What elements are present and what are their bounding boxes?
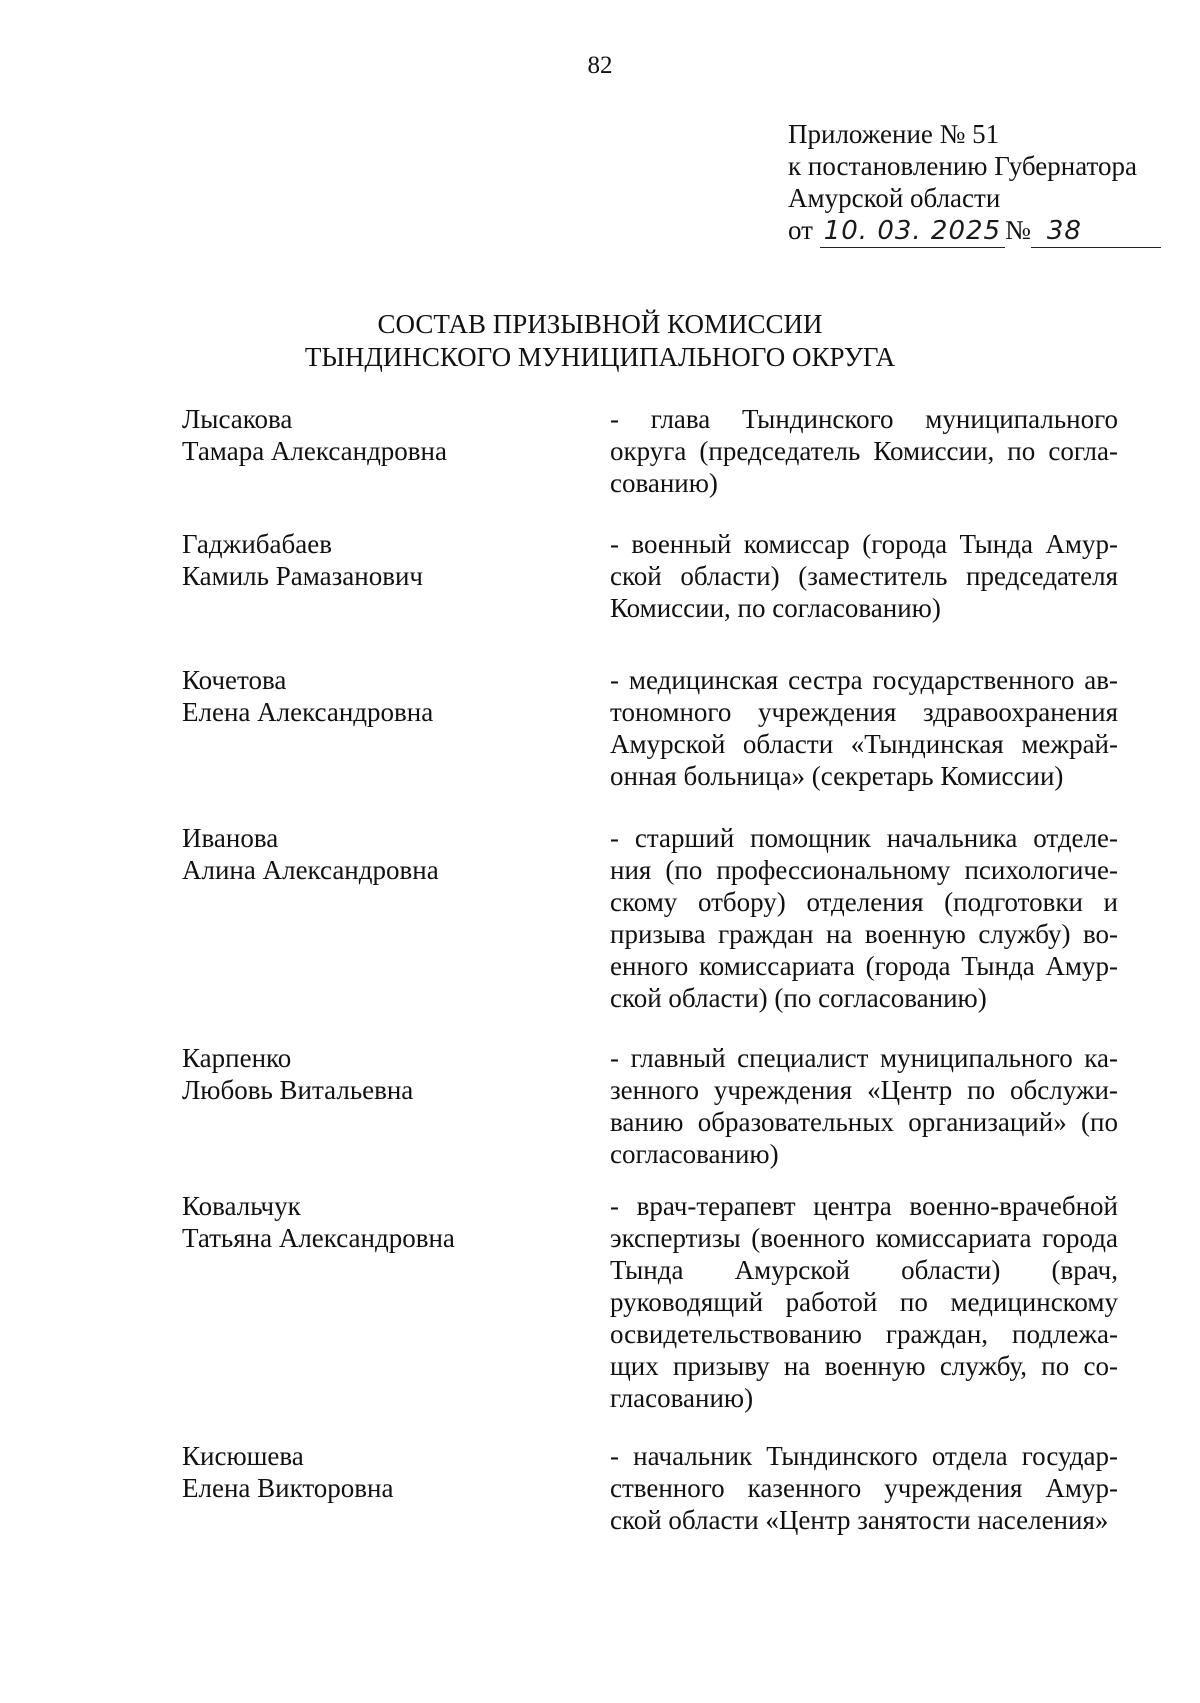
member-given-names: Любовь Витальевна [182, 1075, 414, 1105]
member-row [182, 822, 1118, 1042]
member-name [182, 403, 610, 467]
title-line-1: СОСТАВ ПРИЗЫВНОЙ КОМИССИИ [377, 309, 823, 339]
page-number: 82 [587, 52, 613, 79]
member-role: - глава Тындинского муниципального округа (председатель Комиссии, по согла- сованию) [610, 404, 1118, 498]
member-role: - старший помощник начальника отделе- ния (по профессиональному психологиче- скому отбору) отделения (подготовки и призыва граждан на военную службу) во- енного комиссариата (города Тында Амур- ской области) (по согласованию) [610, 823, 1118, 1013]
member-surname: Гаджибабаев [182, 529, 332, 559]
member-surname: Ковальчук [182, 1191, 301, 1221]
member-name [182, 1042, 610, 1106]
member-given-names: Камиль Рамазанович [182, 561, 423, 591]
member-surname: Иванова [182, 823, 279, 853]
appendix-date-line [788, 214, 1161, 248]
member-role: - главный специалист муниципального ка- зенного учреждения «Центр по обслужи- ванию образовательных организаций» (по согласованию) [610, 1043, 1118, 1169]
member-name [182, 1440, 610, 1504]
document-title [0, 308, 1200, 374]
member-given-names: Тамара Александровна [182, 436, 447, 466]
member-row [182, 1042, 1118, 1190]
title-line-2: ТЫНДИНСКОГО МУНИЦИПАЛЬНОГО ОКРУГА [304, 342, 896, 372]
member-row [182, 1190, 1118, 1440]
handwritten-number: 38 [1031, 215, 1161, 248]
member-name [182, 528, 610, 592]
member-row [182, 664, 1118, 822]
member-surname: Кочетова [182, 665, 287, 695]
member-name [182, 822, 610, 886]
member-role: - начальник Тындинского отдела государ- ственного казенного учреждения Амур- ской области «Центр занятости населения» [610, 1441, 1118, 1535]
member-surname: Кисюшева [182, 1441, 304, 1471]
handwritten-date: 10. 03. 2025 [820, 215, 1005, 248]
member-surname: Лысакова [182, 404, 293, 434]
member-given-names: Елена Александровна [182, 697, 434, 727]
member-name [182, 1190, 610, 1254]
appendix-resolution: к постановлению Губернатора [788, 151, 1137, 181]
member-row [182, 403, 1118, 528]
member-surname: Карпенко [182, 1043, 292, 1073]
members-list [182, 403, 1118, 1550]
appendix-block [788, 118, 1161, 248]
member-row [182, 528, 1118, 664]
member-given-names: Елена Викторовна [182, 1473, 394, 1503]
appendix-number: Приложение № 51 [788, 119, 1000, 149]
member-role: - медицинская сестра государственного ав- тономного учреждения здравоохранения Амурской области «Тындинская межрай- онная больница» (секретарь Комиссии) [610, 665, 1118, 791]
member-role: - военный комиссар (города Тында Амур- ской области) (заместитель председателя Комиссии, по согласованию) [610, 529, 1118, 623]
member-role: - врач-терапевт центра военно-врачебной экспертизы (военного комиссариата города Тында Амурской области) (врач, руководящий работой по медицинскому освидетельствованию граждан, подлежа- щих призыву на военную службу, по со- гласованию) [610, 1191, 1118, 1413]
member-given-names: Татьяна Александровна [182, 1223, 455, 1253]
member-given-names: Алина Александровна [182, 855, 439, 885]
number-sign: № [1005, 215, 1031, 245]
date-prefix: от [788, 215, 813, 245]
member-row [182, 1440, 1118, 1550]
appendix-region: Амурской области [788, 183, 1001, 213]
member-name [182, 664, 610, 728]
